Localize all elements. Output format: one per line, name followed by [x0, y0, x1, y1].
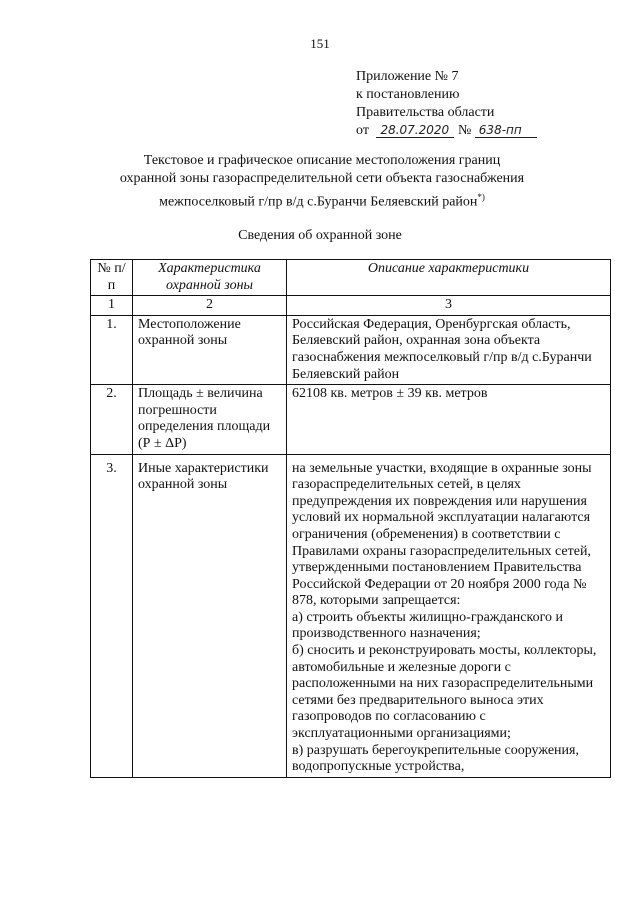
table-row: [91, 385, 611, 454]
title-line-2: охранной зоны газораспределительной сети объекта газоснабжения: [119, 171, 525, 186]
table-header-row: [91, 260, 611, 296]
appendix-date-line: [356, 122, 537, 140]
table-row: [91, 315, 611, 384]
title-line-3: [80, 188, 564, 212]
row-description: Российская Федерация, Оренбургская область, Беляевский район, охранная зона объекта газоснабжения межпоселковый г/пр в/д с.Буранчи Беляевский район: [287, 315, 611, 384]
protection-zone-table: [90, 259, 611, 778]
section-subtitle: Сведения об охранной зоне: [238, 228, 402, 243]
header-description: Описание характеристики: [287, 260, 611, 296]
number-prefix: №: [457, 123, 472, 138]
row-number: 1.: [91, 315, 133, 384]
appendix-line-3: Правительства области: [356, 105, 495, 120]
col-number-2: 2: [133, 296, 287, 316]
footnote-mark: *): [477, 192, 485, 202]
row-characteristic: Местоположение охранной зоны: [133, 315, 287, 384]
row-number: 2.: [91, 385, 133, 454]
title-line-1: Текстовое и графическое описание местоположения границ: [143, 153, 501, 168]
row-characteristic: Иные характеристики охранной зоны: [133, 454, 287, 777]
appendix-line-1: Приложение № 7: [356, 69, 459, 84]
column-numbers-row: [91, 296, 611, 316]
header-number: № п/п: [91, 260, 133, 296]
row-description: 62108 кв. метров ± 39 кв. метров: [287, 385, 611, 454]
restriction-item-a: а) строить объекты жилищно-гражданского и производственного назначения;: [292, 609, 563, 642]
table-row: [91, 454, 611, 777]
row-description: [287, 454, 611, 777]
handwritten-date: 28.07.2020: [376, 124, 454, 138]
document-title: [80, 152, 564, 212]
restriction-item-c: в) разрушать берегоукрепительные сооружения, водопропускные устройства,: [292, 742, 579, 775]
row-characteristic: Площадь ± величина погрешности определения площади (Р ± ΔР): [133, 385, 287, 454]
header-characteristic: Характеристика охранной зоны: [133, 260, 287, 296]
page-number: 151: [310, 36, 330, 51]
handwritten-number: 638-пп: [475, 124, 537, 138]
col-number-1: 1: [91, 296, 133, 316]
date-prefix: от: [356, 123, 369, 138]
col-number-3: 3: [287, 296, 611, 316]
title-line-3-text: межпоселковый г/пр в/д с.Буранчи Беляевский район: [159, 194, 478, 210]
description-intro: на земельные участки, входящие в охранные зоны газораспределительных сетей, в целях предупреждения их повреждения или нарушения условий их нормальной эксплуатации налагаются ограничения (обременения) в соответствии с Правилами охраны газораспределительных сетей, утвержденными постановлением Правительства Российской Федерации от 20 ноября 2000 года № 878, которыми запрещается:: [292, 460, 592, 609]
restriction-item-b: б) сносить и реконструировать мосты, коллекторы, автомобильные и железные дороги с расположенными на них газораспределительными сетями без предварительного выноса этих газопроводов по согласованию с эксплуатационными организациями;: [292, 643, 597, 742]
row-number: 3.: [91, 454, 133, 777]
appendix-line-2: к постановлению: [356, 87, 460, 102]
appendix-block: [356, 68, 537, 140]
